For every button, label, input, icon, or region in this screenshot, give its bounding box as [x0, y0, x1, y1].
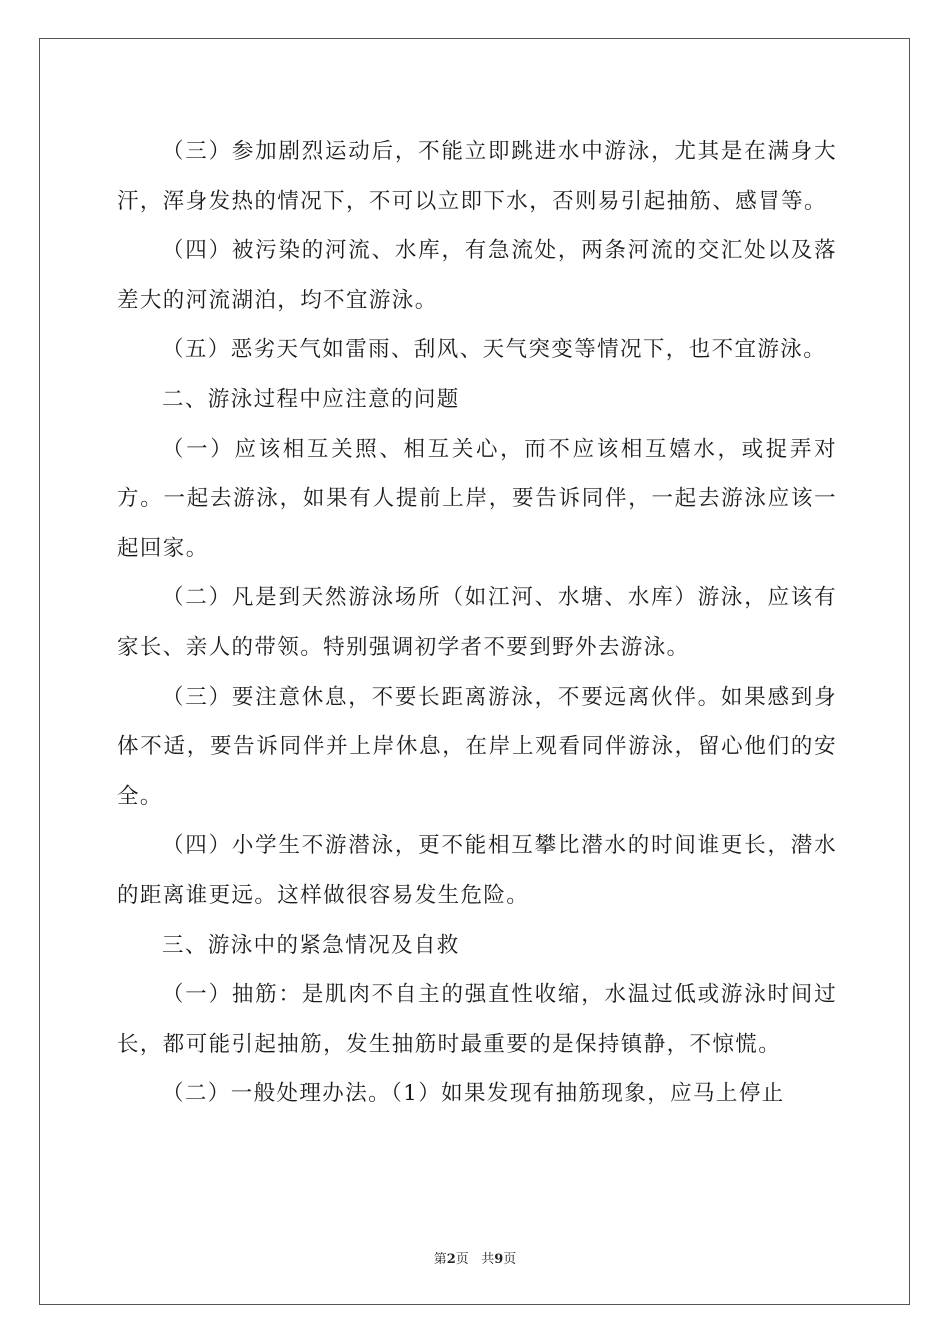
- paragraph: （五）恶劣天气如雷雨、刮风、天气突变等情况下，也不宜游泳。: [162, 337, 827, 363]
- paragraph: （二）凡是到天然游泳场所（如江河、水塘、水库）游泳，应该有家长、亲人的带领。特别强调初学者不要到野外去游泳。: [117, 585, 837, 660]
- section-heading: 二、游泳过程中应注意的问题: [162, 386, 460, 412]
- paragraph: （二）一般处理办法。（1）如果发现有抽筋现象，应马上停止: [162, 1081, 785, 1107]
- document-body: [117, 127, 837, 1119]
- footer-page-suffix: 页: [455, 1252, 469, 1267]
- paragraph: （四）小学生不游潜泳，更不能相互攀比潜水的时间谁更长，潜水的距离谁更远。这样做很容易发生危险。: [117, 833, 837, 908]
- paragraph: （三）要注意休息，不要长距离游泳，不要远离伙伴。如果感到身体不适，要告诉同伴并上岸休息，在岸上观看同伴游泳，留心他们的安全。: [117, 684, 837, 809]
- current-page-number: 2: [446, 1252, 456, 1267]
- footer-total-suffix: 页: [503, 1252, 517, 1267]
- paragraph: （四）被污染的河流、水库，有急流处，两条河流的交汇处以及落差大的河流湖泊，均不宜游泳。: [117, 238, 837, 313]
- paragraph: （一）应该相互关照、相互关心，而不应该相互嬉水，或捉弄对方。一起去游泳，如果有人提前上岸，要告诉同伴，一起去游泳应该一起回家。: [117, 436, 837, 561]
- footer-total-prefix: 共: [481, 1252, 495, 1267]
- page-footer: [0, 1248, 950, 1267]
- total-pages-number: 9: [494, 1252, 504, 1267]
- paragraph: （三）参加剧烈运动后，不能立即跳进水中游泳，尤其是在满身大汗，浑身发热的情况下，不可以立即下水，否则易引起抽筋、感冒等。: [117, 139, 837, 214]
- section-heading: 三、游泳中的紧急情况及自救: [162, 932, 460, 958]
- footer-prefix: 第: [433, 1252, 447, 1267]
- paragraph: （一）抽筋：是肌肉不自主的强直性收缩，水温过低或游泳时间过长，都可能引起抽筋，发生抽筋时最重要的是保持镇静，不惊慌。: [117, 982, 837, 1057]
